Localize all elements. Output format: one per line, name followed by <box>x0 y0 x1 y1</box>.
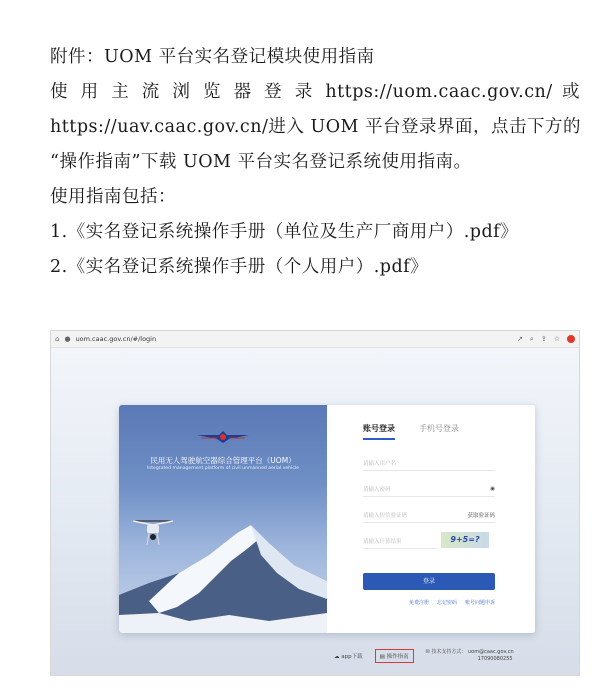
mountain-image <box>119 503 327 633</box>
doc-line-5: 使用指南包括： <box>50 187 176 207</box>
home-icon[interactable]: ⌂ <box>55 335 60 343</box>
external-link-icon[interactable]: ↗ <box>517 335 523 343</box>
extension-icon[interactable] <box>567 335 575 343</box>
forgot-password-link[interactable]: 忘记密码 <box>436 600 457 606</box>
browser-toolbar <box>51 331 579 348</box>
doc-line-7: 2.《实名登记系统操作手册（个人用户）.pdf》 <box>50 257 429 277</box>
captcha-input[interactable] <box>363 534 437 549</box>
tab-account-login[interactable]: 账号登录 <box>363 423 395 440</box>
platform-subtitle: Integrated management platform of civil unmanned aerial vehicle <box>146 466 299 471</box>
brand-panel <box>119 405 327 633</box>
login-links <box>363 599 495 606</box>
login-card <box>119 405 535 633</box>
doc-line-3: https://uav.caac.gov.cn/进入 UOM 平台登录界面，点击下方的 <box>50 117 582 137</box>
zoom-icon[interactable]: ⌕ <box>529 334 534 343</box>
address-bar[interactable]: uom.caac.gov.cn/#/login <box>75 335 157 343</box>
document-text <box>50 40 580 285</box>
share-icon[interactable]: ⇪ <box>540 335 547 343</box>
login-form <box>327 405 535 633</box>
doc-line-4: “操作指南”下载 UOM 平台实名登记系统使用指南。 <box>50 152 472 172</box>
operation-guide-link[interactable] <box>375 649 414 663</box>
document-icon: ▤ <box>379 654 385 660</box>
captcha-image[interactable]: 9+5=? <box>441 532 489 548</box>
tab-phone-login[interactable]: 手机号登录 <box>419 424 459 433</box>
support-email[interactable]: uom@caac.gov.cn <box>467 649 514 655</box>
app-download-label: app下载 <box>341 654 363 660</box>
get-code-button[interactable]: 获取验证码 <box>467 513 495 519</box>
platform-title: 民用无人驾驶航空器综合管理平台（UOM） <box>150 456 296 465</box>
cloud-icon: ☁ <box>334 654 340 660</box>
tech-support <box>426 649 514 663</box>
account-appeal-link[interactable]: 账号问题申诉 <box>464 600 495 606</box>
username-input[interactable] <box>363 456 495 471</box>
sms-placeholder: 请输入短信验证码 <box>363 513 408 519</box>
support-label: 技术支持方式： <box>431 649 467 655</box>
support-phone: 17090080255 <box>477 656 513 662</box>
doc-line-6: 1.《实名登记系统操作手册（单位及生产厂商用户）.pdf》 <box>50 222 519 242</box>
page-footer <box>334 649 514 663</box>
sms-code-input[interactable] <box>363 508 495 523</box>
eye-icon[interactable]: ◉ <box>490 486 495 492</box>
password-placeholder: 请输入密码 <box>363 487 391 493</box>
star-icon[interactable]: ☆ <box>553 335 560 343</box>
login-tabs <box>363 423 459 440</box>
captcha-placeholder: 请输入计算结果 <box>363 539 402 545</box>
doc-line-1: 附件：UOM 平台实名登记模块使用指南 <box>50 47 375 67</box>
password-input[interactable] <box>363 482 495 497</box>
operation-guide-label: 操作指南 <box>386 654 409 660</box>
lock-icon: ● <box>64 335 71 343</box>
browser-screenshot <box>50 330 580 676</box>
caac-logo-icon <box>195 427 251 447</box>
username-placeholder: 请输入用户名 <box>363 461 397 467</box>
mail-icon: ✉ <box>425 649 430 655</box>
app-download-link[interactable] <box>334 652 363 660</box>
login-button[interactable]: 登录 <box>363 573 495 590</box>
doc-line-2: 使 用 主 流 浏 览 器 登 录 https://uom.caac.gov.cn/ 或 <box>50 82 580 102</box>
login-page <box>51 348 579 676</box>
register-link[interactable]: 免费注册 <box>408 600 429 606</box>
